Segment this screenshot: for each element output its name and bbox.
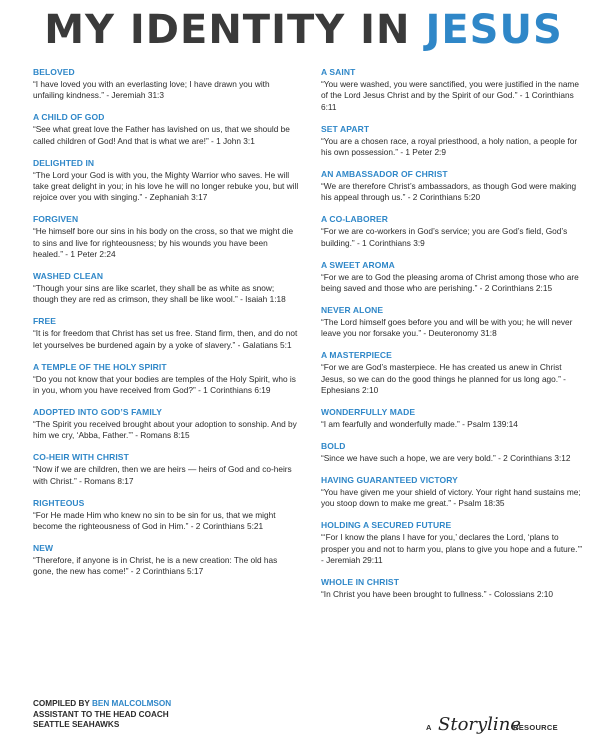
- entry-text: “For we are to God the pleasing aroma of Christ among those who are being saved and those who are perishing.” - 2 Corinthians 2:15: [321, 271, 579, 294]
- entry-text: “For He made Him who knew no sin to be sin for us, that we might become the righteousness of God in Him.” - 2 Corinthians 5:21: [33, 509, 276, 532]
- identity-entry: [321, 214, 583, 249]
- entry-text: “You have given me your shield of victory. Your right hand sustains me; you stoop down to make me great.” - Psalm 18:35: [321, 486, 581, 509]
- entry-heading: FREE: [33, 316, 57, 327]
- identity-entry: [33, 543, 299, 578]
- entry-heading: A MASTERPIECE: [321, 350, 392, 361]
- title-part2: JESUS: [425, 7, 563, 53]
- identity-entry: [321, 577, 583, 600]
- entry-text: “You are a chosen race, a royal priesthood, a holy nation, a people for his own possession.” - 1 Peter 2:9: [321, 135, 578, 158]
- compiled-by-label: COMPILED BY: [33, 699, 90, 708]
- identity-entry: [321, 407, 583, 430]
- entry-text: “Now if we are children, then we are heirs — heirs of God and co-heirs with Christ.” - Romans 8:17: [33, 464, 292, 486]
- entry-text: “The Lord himself goes before you and will be with you; he will never leave you nor forsake you.” - Deuteronomy 31:8: [321, 316, 573, 339]
- storyline-resource-badge: [426, 716, 586, 740]
- entry-text: “Since we have such a hope, we are very bold.” - 2 Corinthians 3:12: [321, 452, 571, 463]
- identity-entry: [33, 452, 299, 487]
- entry-heading: A SWEET AROMA: [321, 259, 395, 270]
- identity-entry: [33, 407, 299, 442]
- entry-text: “We are therefore Christ’s ambassadors, as though God were making his appeal through us.” - 2 Corinthians 5:20: [321, 181, 577, 203]
- left-column: [33, 67, 299, 588]
- entry-heading: ADOPTED INTO GOD’S FAMILY: [33, 407, 163, 417]
- author-role: ASSISTANT TO THE HEAD COACH: [33, 709, 169, 719]
- resource-label: RESOURCE: [513, 723, 558, 732]
- entry-heading: AN AMBASSADOR OF CHRIST: [321, 169, 448, 180]
- entry-text: “The Lord your God is with you, the Mighty Warrior who saves. He will take great delight in you; in his love he will no longer rebuke you, but will rejoice over you with singing.” - Zephaniah 3:17: [33, 169, 299, 203]
- resource-article: A: [426, 723, 432, 732]
- identity-entry: [33, 112, 299, 147]
- identity-entry: [33, 158, 299, 204]
- author-name: BEN MALCOLMSON: [92, 699, 172, 708]
- entry-heading: CO-HEIR WITH CHRIST: [33, 452, 129, 463]
- identity-entry: [321, 124, 583, 159]
- entry-text: “‘For I know the plans I have for you,’ declares the Lord, ‘plans to prosper you and not to harm you, plans to give you hope and a future.’” - Jeremiah 29:11: [321, 532, 583, 565]
- entry-heading: SET APART: [321, 123, 370, 134]
- identity-entry: [321, 475, 583, 510]
- identity-entry: [33, 316, 299, 351]
- entry-text: “The Spirit you received brought about your adoption to sonship. And by him we cry, ‘Abba, Father.’” - Romans 8:15: [33, 419, 297, 441]
- entry-text: “It is for freedom that Christ has set us free. Stand firm, then, and do not let yourselves be burdened again by a yoke of slavery.” - Galatians 5:1: [33, 328, 298, 350]
- entry-text: “See what great love the Father has lavished on us, that we should be called children of God! And that is what we are!” - 1 John 3:1: [33, 124, 290, 146]
- entry-heading: BELOVED: [33, 67, 75, 77]
- identity-entry: [321, 441, 583, 464]
- compiled-by-credit: [33, 699, 171, 731]
- page-title: [0, 6, 607, 54]
- entry-heading: WASHED CLEAN: [33, 271, 104, 282]
- entry-heading: WHOLE IN CHRIST: [321, 576, 399, 587]
- entry-text: “In Christ you have been brought to fullness.” - Colossians 2:10: [321, 588, 553, 599]
- identity-entry: [33, 271, 299, 306]
- right-column: [321, 67, 583, 611]
- identity-entry: [33, 498, 299, 533]
- entry-heading: A TEMPLE OF THE HOLY SPIRIT: [33, 361, 167, 372]
- entry-text: “For we are co-workers in God’s service; you are God’s field, God’s building.” - 1 Corinthians 3:9: [321, 226, 568, 248]
- entry-text: “I have loved you with an everlasting love; I have drawn you with unfailing kindness.” - Jeremiah 31:3: [33, 79, 270, 101]
- entry-text: “Though your sins are like scarlet, they shall be as white as snow; though they are red as crimson, they shall be like wool.” - Isaiah 1:18: [33, 283, 286, 305]
- author-team: SEATTLE SEAHAWKS: [33, 720, 120, 729]
- entry-text: “Do you not know that your bodies are temples of the Holy Spirit, who is in you, whom you have received from God?” - 1 Corinthians 6:19: [33, 373, 296, 396]
- identity-entry: [33, 362, 299, 397]
- identity-entry: [321, 350, 583, 396]
- entry-heading: NEVER ALONE: [321, 304, 384, 315]
- title-part1: MY IDENTITY IN: [44, 7, 411, 53]
- entry-text: “He himself bore our sins in his body on the cross, so that we might die to sins and live for righteousness; by his wounds you have been healed.” - 1 Peter 2:24: [33, 226, 294, 260]
- entry-text: “I am fearfully and wonderfully made.” - Psalm 139:14: [321, 419, 518, 429]
- identity-entry: [33, 214, 299, 260]
- entry-heading: RIGHTEOUS: [33, 497, 85, 508]
- entry-heading: FORGIVEN: [33, 214, 79, 225]
- identity-entry: [321, 305, 583, 340]
- entry-heading: A SAINT: [321, 67, 356, 77]
- identity-entry: [321, 520, 583, 566]
- entry-heading: A CO-LABORER: [321, 214, 388, 225]
- entry-text: “For we are God’s masterpiece. He has created us anew in Christ Jesus, so we can do the good things he planned for us long ago.” - Ephesians 2:10: [321, 362, 566, 396]
- entry-heading: WONDERFULLY MADE: [321, 407, 416, 417]
- entry-heading: A CHILD OF GOD: [33, 112, 105, 123]
- identity-entry: [321, 260, 583, 295]
- identity-entry: [33, 67, 299, 102]
- entry-heading: HAVING GUARANTEED VICTORY: [321, 474, 458, 485]
- storyline-logo: Storyline: [438, 714, 521, 735]
- identity-entry: [321, 169, 583, 204]
- entry-text: “Therefore, if anyone is in Christ, he is a new creation: The old has gone, the new has come!” - 2 Corinthians 5:17: [33, 554, 278, 577]
- identity-entry: [321, 67, 583, 113]
- entry-heading: NEW: [33, 542, 54, 553]
- compiled-by-line: [33, 699, 171, 710]
- entry-heading: DELIGHTED IN: [33, 157, 95, 168]
- entry-heading: BOLD: [321, 440, 346, 451]
- entry-heading: HOLDING A SECURED FUTURE: [321, 520, 452, 531]
- entry-text: “You were washed, you were sanctified, you were justified in the name of the Lord Jesus Christ and by the Spirit of our God.” - 1 Corinthians 6:11: [321, 79, 579, 112]
